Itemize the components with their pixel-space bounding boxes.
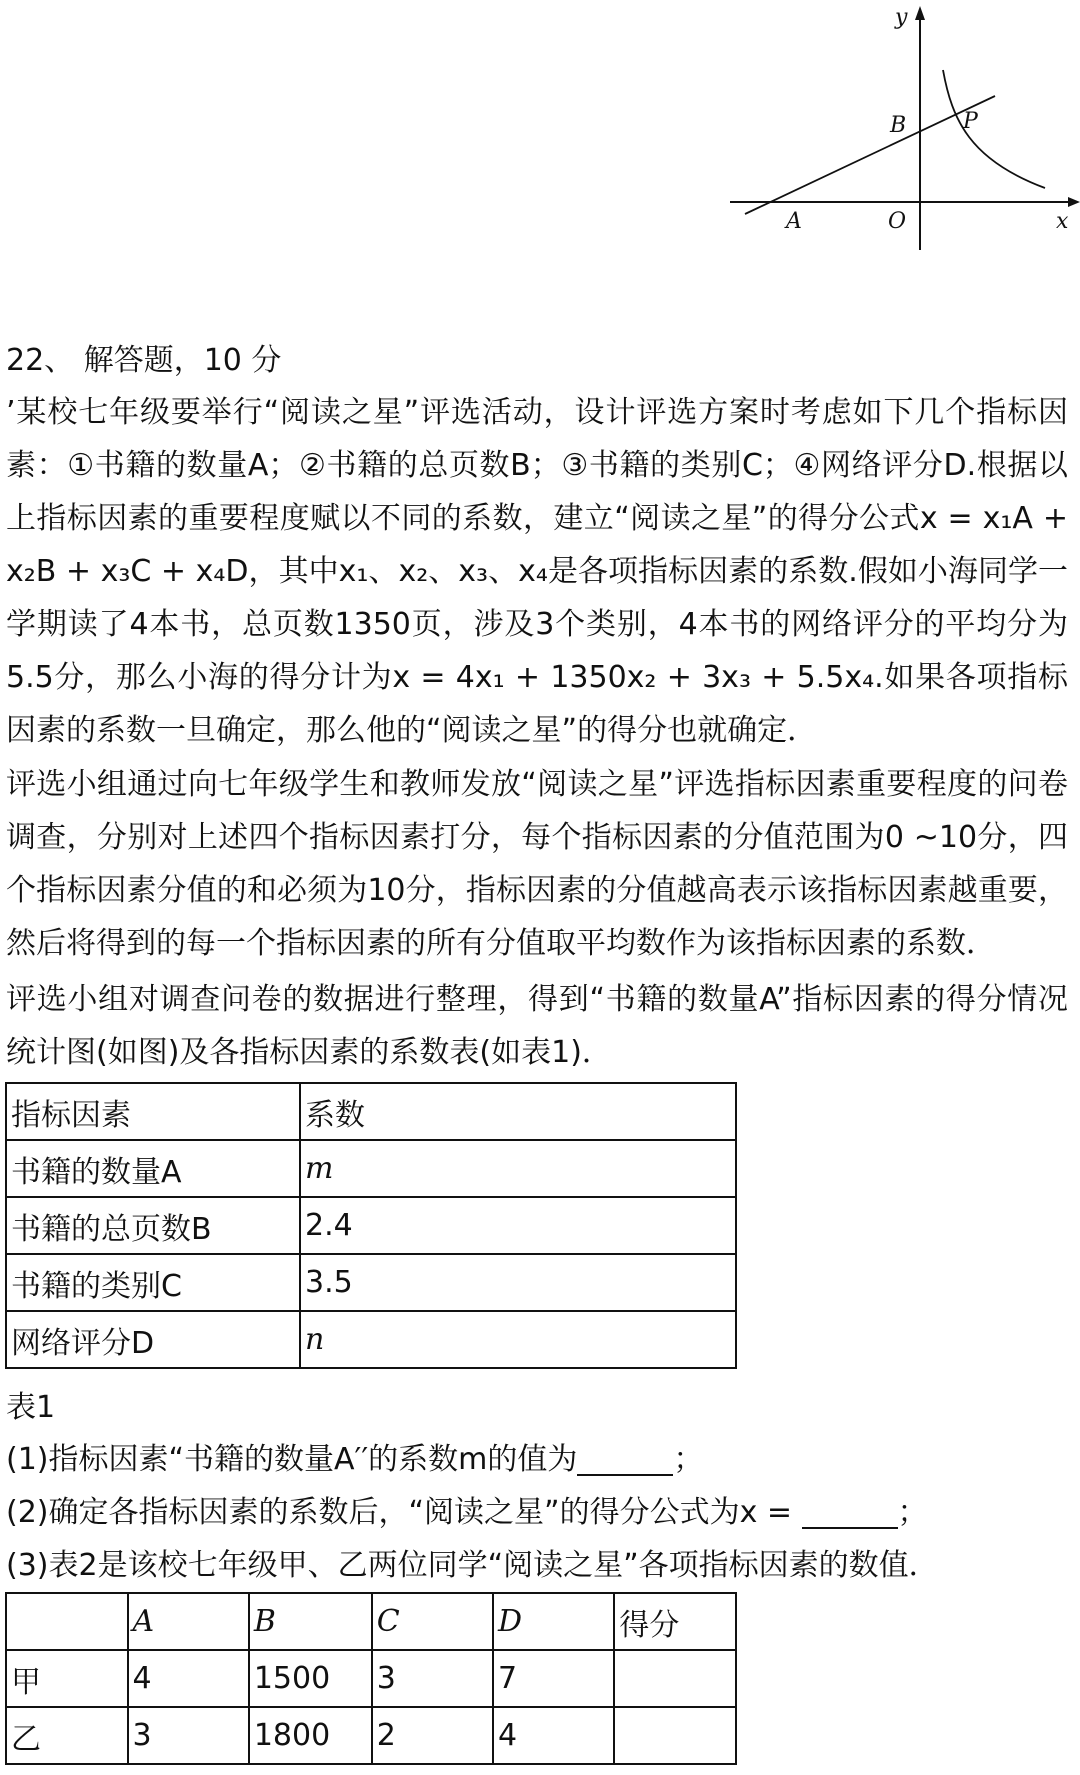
table-row [6,1650,736,1707]
hyperbola-curve [943,70,1045,188]
table-header-cell: B [249,1593,372,1650]
student-score-table [5,1592,737,1765]
question-paragraph-3: 评选小组对调查问卷的数据进行整理，得到“书籍的数量A”指标因素的得分情况统计图(如图)及各指标因素的系数表(如表1)． [6,982,1068,1070]
table-cell: 3 [372,1650,493,1707]
table-row [6,1197,736,1254]
table-header-row [6,1083,736,1140]
table-cell: 书籍的类别C [6,1254,300,1311]
table-header-cell [6,1593,128,1650]
sub-question-1-text: (1)指标因素“书籍的数量A′′的系数m的值为 [6,1442,578,1477]
table-header-cell: 系数 [300,1083,736,1140]
table-cell [614,1707,736,1764]
question-header: 22、 解答题，10 分 [6,343,282,378]
sub-question-3: (3)表2是该校七年级甲、乙两位同学“阅读之星”各项指标因素的数值． [6,1548,939,1583]
table-cell: 1500 [249,1650,372,1707]
sub-question-2 [6,1486,928,1539]
table-cell: 3.5 [300,1254,736,1311]
table-cell: 2.4 [300,1197,736,1254]
table-cell: 4 [128,1650,249,1707]
x-axis-arrow [1068,197,1080,207]
question-paragraph-2: 评选小组通过向七年级学生和教师发放“阅读之星”评选指标因素重要程度的问卷调查，分别对上述四个指标因素打分，每个指标因素的分值范围为0 ~10分，四个指标因素分值的和必须为10分，指标因素的分值越高表示该指标因素越重要，然后将得到的每一个指标因素的所有分值取平均数作为该指标因素的系数． [6,767,1068,961]
coordinate-figure [730,0,1080,260]
y-axis-arrow [915,6,925,20]
table-cell: n [300,1311,736,1368]
table-cell: 7 [493,1650,614,1707]
table-cell [614,1650,736,1707]
line-ab [745,96,995,214]
table1-caption: 表1 [6,1390,56,1425]
y-axis-label: y [895,5,908,30]
sub-question-1-end: ； [673,1442,704,1477]
sub-question-1 [6,1433,703,1486]
table-header-cell: 指标因素 [6,1083,300,1140]
point-b-label: B [890,113,907,138]
table-cell: 书籍的总页数B [6,1197,300,1254]
table-row [6,1311,736,1368]
table-row [6,1254,736,1311]
sub-question-2-text: (2)确定各指标因素的系数后，“阅读之星”的得分公式为x = [6,1495,802,1530]
table-cell: 甲 [6,1650,128,1707]
table-header-cell: A [128,1593,249,1650]
table-header-cell: D [493,1593,614,1650]
origin-label: O [888,209,907,234]
coefficient-table [5,1082,737,1369]
table-cell: 2 [372,1707,493,1764]
sub-question-2-end: ； [897,1495,928,1530]
table-row [6,1707,736,1764]
point-a-label: A [786,209,802,234]
table-row [6,1140,736,1197]
table-cell: m [300,1140,736,1197]
table-header-row [6,1593,736,1650]
table-cell: 4 [493,1707,614,1764]
answer-blank-1[interactable] [577,1444,673,1476]
table-header-cell: C [372,1593,493,1650]
answer-blank-2[interactable] [802,1497,898,1529]
table-cell: 书籍的数量A [6,1140,300,1197]
point-p-label: P [963,109,978,134]
question-paragraph-1: ’某校七年级要举行“阅读之星”评选活动，设计评选方案时考虑如下几个指标因素：①书籍的数量A；②书籍的总页数B；③书籍的类别C；④网络评分D.根据以上指标因素的重要程度赋以不同的系数，建立“阅读之星”的得分公式x = x₁A + x₂B + x₃C + x₄D，其中x₁、x₂、x₃、x₄是各项指标因素的系数.假如小海同学一学期读了4本书，总页数1350页，涉及3个类别，4本书的网络评分的平均分为5.5分，那么小海的得分计为x = 4x₁ + 1350x₂ + 3x₃ + 5.5x₄.如果各项指标因素的系数一旦确定，那么他的“阅读之星”的得分也就确定． [6,395,1068,748]
table-header-cell: 得分 [614,1593,736,1650]
x-axis-label: x [1056,209,1069,234]
table-cell: 网络评分D [6,1311,300,1368]
table-cell: 1800 [249,1707,372,1764]
table-cell: 乙 [6,1707,128,1764]
table-cell: 3 [128,1707,249,1764]
